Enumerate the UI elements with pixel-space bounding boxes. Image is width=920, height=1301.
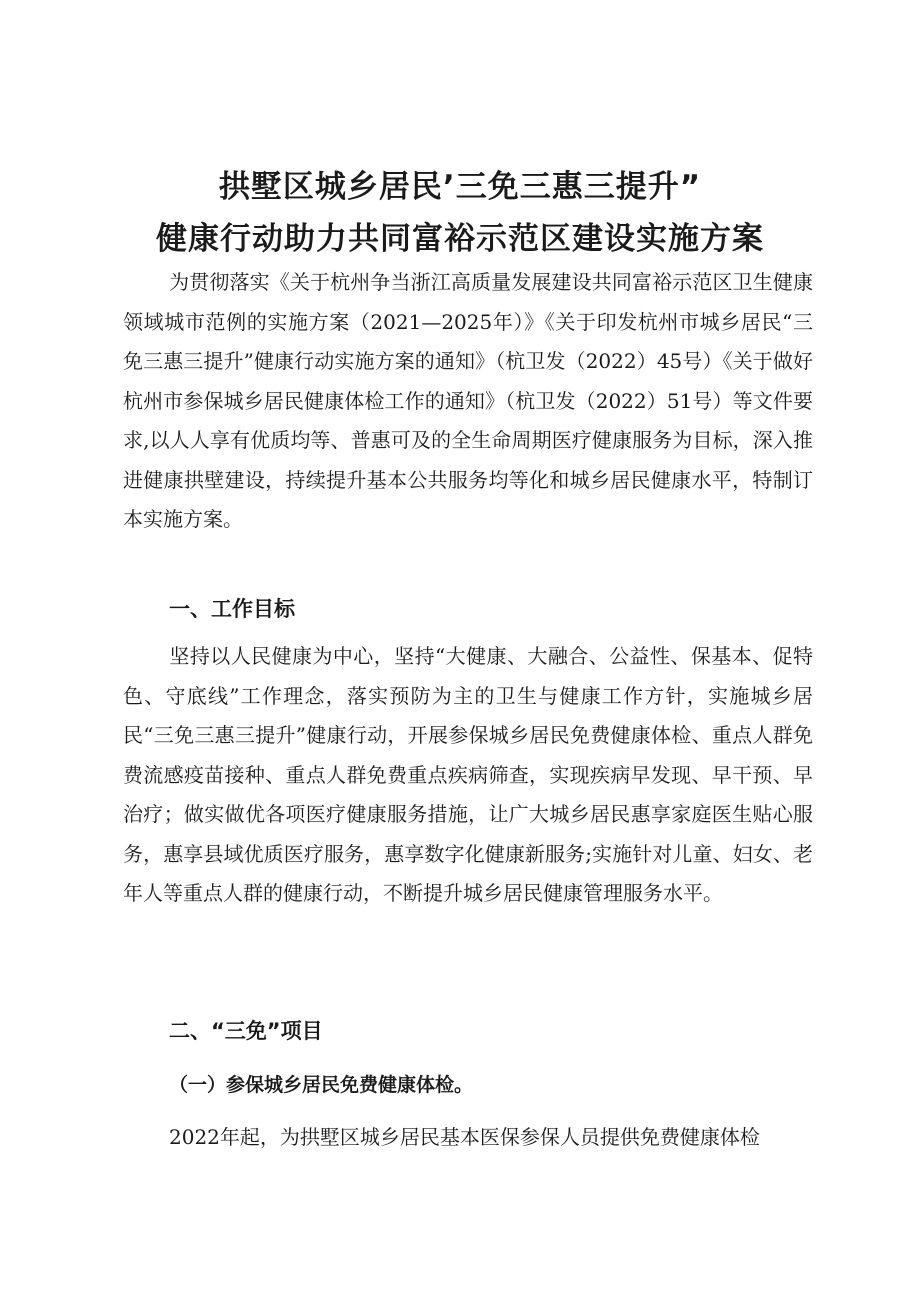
intro-text: 为贯彻落实《关于杭州争当浙江高质量发展建设共同富裕示范区卫生健康领域城市范例的实施方案（2021—2025年）》《关于印发杭州市城乡居民“三免三惠三提升”健康行动实施方案的通知》（杭卫发（2022）45号）《关于做好杭州市参保城乡居民健康体检工作的通知》（杭卫发（2022）51号）等文件要求,以人人享有优质均等、普惠可及的全生命周期医疗健康服务为目标，深入推进健康拱壁建设，持续提升基本公共服务均等化和城乡居民健康水平，特制订本实施方案。 bbox=[123, 270, 813, 531]
document-title-line-2: 健康行动助力共同富裕示范区建设实施方案 bbox=[156, 221, 764, 257]
document-title-line-1: 拱墅区城乡居民’三免三惠三提升” bbox=[218, 169, 702, 205]
section-2-text: 2022年起，为拱墅区城乡居民基本医保参保人员提供免费健康体检 bbox=[169, 1125, 760, 1149]
section-1-text: 坚持以人民健康为中心，坚持“大健康、大融合、公益性、保基本、促特色、守底线”工作理念，落实预防为主的卫生与健康工作方针，实施城乡居民“三免三惠三提升”健康行动，开展参保城乡居民免费健康体检、重点人群免费流感疫苗接种、重点人群免费重点疾病筛查，实现疾病早发现、早干预、早治疗；做实做优各项医疗健康服务措施，让广大城乡居民惠享家庭医生贴心服务，惠享县域优质医疗服务，惠享数字化健康新服务;实施针对儿童、妇女、老年人等重点人群的健康行动，不断提升城乡居民健康管理服务水平。 bbox=[123, 644, 813, 905]
section-2-paragraph bbox=[123, 1118, 813, 1158]
section-2-subheading-1: （一）参保城乡居民免费健康体检。 bbox=[169, 1074, 474, 1096]
section-1-heading: 一、工作目标 bbox=[169, 597, 295, 621]
section-2-heading: 二、“三免”项目 bbox=[169, 1019, 323, 1043]
section-1-paragraph bbox=[123, 637, 813, 914]
intro-paragraph bbox=[123, 263, 813, 540]
